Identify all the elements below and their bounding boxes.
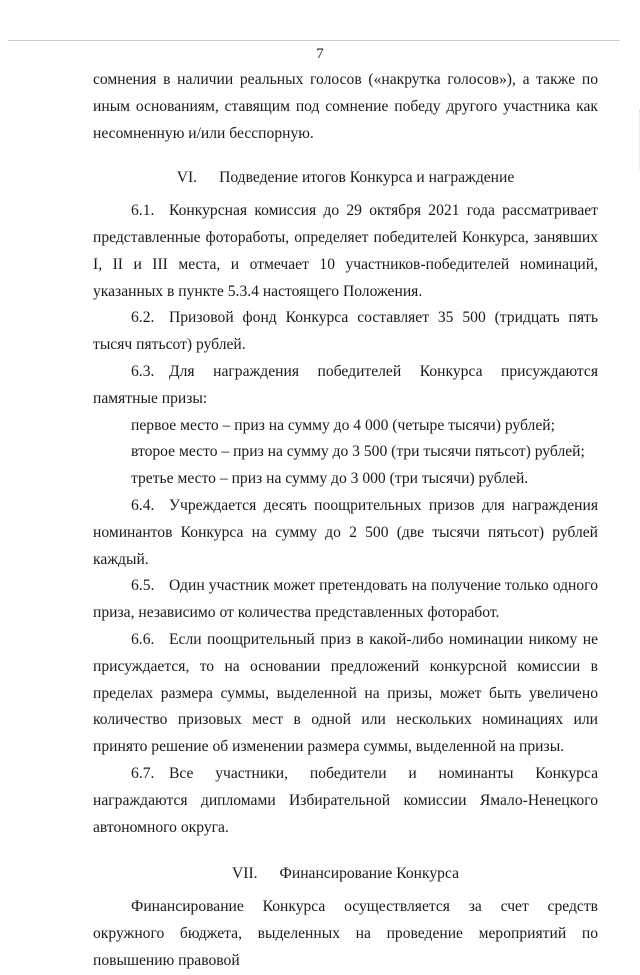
prize-third-place: третье место – приз на сумму до 3 000 (три тысячи) рублей. xyxy=(131,470,529,488)
clause-number: 6.6. xyxy=(131,630,155,648)
clause-text: Все участники, победители и номинанты Конкурса награждаются дипломами Избирательной комиссии Ямало-Ненецкого автономного округа. xyxy=(93,764,598,836)
clause-6-7 xyxy=(93,761,598,841)
clause-text: Конкурсная комиссия до 29 октября 2021 года рассматривает представленные фоторaботы, определяет победителей Конкурса, занявших I, II и III места, и отмечает 10 участников-победителей номинаций, указанных в пункте 5.3.4 настоящего Положения. xyxy=(93,202,598,300)
clause-number: 6.5. xyxy=(131,577,155,595)
section-6-title: Подведение итогов Конкурса и награждение xyxy=(219,169,515,187)
top-divider xyxy=(8,40,620,41)
clause-text: Один участник может претендовать на получение только одного приза, независимо от количества представленных фоторабот. xyxy=(93,577,598,622)
document-body xyxy=(93,67,598,975)
clause-6-6 xyxy=(93,627,598,761)
clause-6-4 xyxy=(93,493,598,573)
clause-text: Призовой фонд Конкурса составляет 35 500 (тридцать пять тысяч пятьсот) рублей. xyxy=(93,309,598,354)
clause-number: 6.4. xyxy=(131,496,155,514)
clause-number: 6.1. xyxy=(131,202,155,220)
clause-6-2 xyxy=(93,305,598,359)
clause-text: Учреждается десять поощрительных призов для награждения номинантов Конкурса на сумму до 2 500 (две тысячи пятьсот) рублей каждый. xyxy=(93,496,598,568)
section-7-paragraph: Финансирование Конкурса осуществляется за счет средств окружного бюджета, выделенных на проведение мероприятий по повышению правовой xyxy=(93,898,598,969)
clause-number: 6.2. xyxy=(131,309,155,327)
section-6-number: VI. xyxy=(176,169,198,187)
section-7-number: VII. xyxy=(231,865,258,883)
page-number: 7 xyxy=(316,46,324,62)
clause-6-1 xyxy=(93,198,598,305)
section-7-heading xyxy=(93,861,598,888)
section-7-title: Финансирование Конкурса xyxy=(279,865,460,883)
clause-6-5 xyxy=(93,573,598,627)
clause-6-3 xyxy=(93,359,598,413)
prize-first-place: первое место – приз на сумму до 4 000 (четыре тысячи) рублей; xyxy=(131,416,555,434)
clause-text: Если поощрительный приз в какой-либо номинации никому не присуждается, то на основании предложений конкурсной комиссии в пределах размера суммы, выделенной на призы, может быть увеличено количество призовых мест в одной или нескольких номинациях или принято решение об изменении размера суммы, выделенной на призы. xyxy=(93,630,598,756)
clause-text: Для награждения победителей Конкурса присуждаются памятные призы: xyxy=(93,362,598,407)
clause-number: 6.7. xyxy=(131,764,155,782)
prize-second-place: второе место – приз на сумму до 3 500 (три тысячи пятьсот) рублей; xyxy=(131,443,585,461)
scan-edge-marks xyxy=(633,110,640,170)
intro-paragraph: сомнения в наличии реальных голосов («накрутка голосов»), а также по иным основаниям, ставящим под сомнение победу другого участника как несомненную и/или бесспорную. xyxy=(93,71,598,142)
section-6-heading xyxy=(93,165,598,192)
clause-number: 6.3. xyxy=(131,362,155,380)
